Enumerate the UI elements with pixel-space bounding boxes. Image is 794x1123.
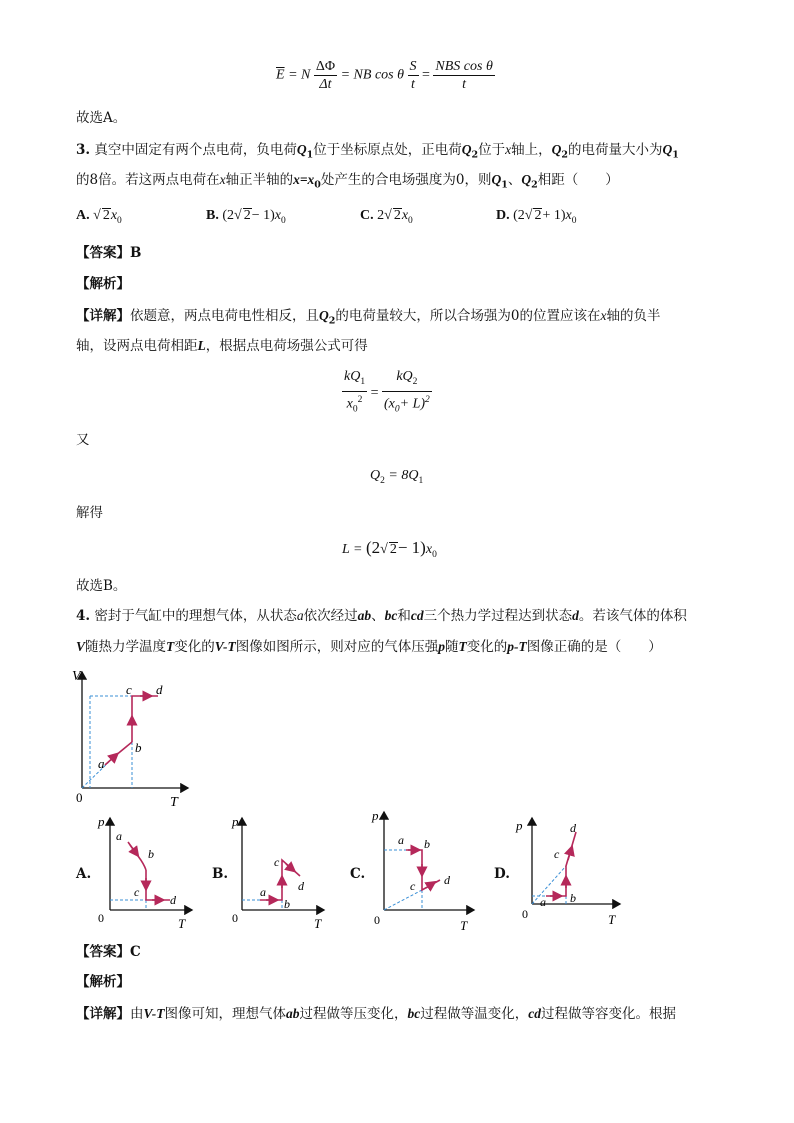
point-label: d: [570, 821, 576, 835]
q3-you: 又: [76, 432, 90, 448]
formula-part: = NB cos θ: [340, 67, 404, 83]
sqrt-icon: √: [234, 208, 242, 223]
axis-label: T: [178, 916, 186, 931]
var: x: [110, 208, 118, 223]
option-label: D.: [496, 208, 510, 223]
q3-option-a[interactable]: [76, 206, 122, 231]
text: 过程做等温变化，: [420, 1006, 529, 1022]
sqrt-icon: √: [524, 208, 533, 223]
frac-num: ΔΦ: [315, 59, 336, 74]
point-label: c: [126, 682, 132, 697]
var: d: [572, 608, 579, 623]
var: x: [274, 208, 281, 223]
q3-number: 3.: [76, 142, 91, 158]
text: 轴的负半: [606, 308, 661, 324]
var: Q: [551, 142, 562, 157]
axis-label: T: [608, 912, 616, 927]
radicand: 2: [102, 208, 110, 223]
q3-formula-result: [342, 538, 437, 560]
axis-label: V: [72, 669, 81, 684]
var: T: [166, 639, 175, 654]
var: ab: [286, 1006, 300, 1021]
q4-analysis-tag: 【解析】: [76, 974, 130, 990]
top-formula: [276, 58, 495, 93]
fraction: [433, 58, 494, 93]
q3-option-b[interactable]: [206, 206, 286, 231]
point-label: d: [156, 682, 163, 697]
formula-part: = N: [288, 67, 311, 83]
frac-den: Δt: [319, 77, 332, 92]
axis-label: p: [232, 814, 239, 829]
q4-option-c-label[interactable]: C.: [350, 866, 366, 882]
var: ab: [357, 608, 372, 623]
origin-label: 0: [522, 907, 528, 921]
var: x=x: [293, 172, 315, 187]
text: 依次经过: [303, 608, 358, 624]
frac-den: [382, 392, 432, 418]
q3-jiede: 解得: [76, 505, 103, 521]
text: + 1): [542, 208, 566, 223]
sup: 2: [357, 394, 363, 405]
axis-label: T: [314, 916, 322, 931]
sub: 1: [418, 475, 424, 486]
var: bc: [407, 1006, 421, 1021]
origin-label: 0: [232, 911, 238, 925]
q3-choose: 故选B。: [76, 578, 127, 594]
var: x: [505, 142, 512, 157]
text: 过程做等压变化，: [299, 1006, 408, 1022]
point-label: b: [135, 740, 142, 755]
text: 轴上，: [511, 142, 552, 158]
frac-num: [342, 368, 367, 392]
var: V-T: [143, 1006, 165, 1021]
fraction: [382, 368, 432, 418]
detail-tag: 【详解】: [76, 1006, 130, 1022]
point-label: a: [260, 885, 266, 899]
var: T: [458, 639, 467, 654]
arrow: [130, 845, 136, 853]
var: cd: [410, 608, 424, 623]
point-label: c: [554, 847, 560, 861]
sub: 2: [471, 149, 479, 161]
option-label: A.: [76, 208, 90, 223]
q4-stem-line2: [76, 637, 662, 657]
text: 的8倍。若这两点电荷在: [76, 172, 220, 188]
var: x: [600, 308, 607, 323]
text: 轴，设两点电荷相距: [76, 338, 198, 354]
sub: 2: [380, 475, 385, 486]
point-label: c: [134, 885, 140, 899]
text: 变化的: [466, 639, 508, 655]
var: (x: [383, 396, 395, 412]
text: − 1): [397, 538, 426, 557]
radicand: 2: [389, 542, 397, 557]
vt-graph: [60, 664, 200, 814]
frac-den: t: [462, 77, 467, 92]
text: 的电荷量大小为: [568, 142, 663, 158]
text: ，根据点电荷场强公式可得: [205, 338, 368, 354]
text: 的电荷量较大，所以合场强为0的位置应该在: [335, 308, 601, 324]
sub: 1: [501, 179, 508, 191]
option-label: C.: [360, 208, 374, 223]
text: 三个热力学过程达到状态: [423, 608, 573, 624]
frac-den: t: [411, 77, 415, 92]
text: (2: [365, 538, 381, 557]
sub: 0: [314, 179, 321, 191]
sqrt-icon: √: [384, 208, 392, 223]
sub: 0: [117, 215, 122, 226]
frac-den: [342, 392, 367, 418]
var: p-T: [507, 639, 527, 654]
point-label: d: [298, 879, 304, 893]
point-label: a: [116, 829, 122, 843]
q4-option-b-graph[interactable]: [226, 812, 336, 934]
option-label: B.: [206, 208, 219, 223]
q3-detail-line2: [76, 336, 368, 356]
sub: 0: [280, 215, 286, 226]
radicand: 2: [243, 208, 251, 223]
point-label: c: [274, 855, 280, 869]
text: 轴正半轴的: [225, 172, 294, 188]
frac-num: S: [409, 59, 417, 74]
q3-option-d[interactable]: [496, 206, 577, 231]
dashed-line: [532, 866, 566, 904]
var: Q: [491, 172, 502, 187]
q3-detail-line1: [76, 306, 660, 332]
origin-label: 0: [374, 913, 380, 927]
fraction: [408, 58, 419, 93]
text: 变化的: [174, 639, 215, 655]
var: L: [197, 338, 206, 353]
sub: 0: [571, 215, 577, 226]
sub: 0: [394, 404, 400, 415]
curve-bcd: [132, 696, 158, 742]
sub: 1: [672, 149, 679, 161]
frac-num: NBS cos θ: [435, 59, 493, 74]
text: 真空中固定有两个点电荷，负电荷: [94, 142, 297, 158]
sub: 2: [412, 376, 418, 387]
point-label: a: [98, 756, 105, 771]
frac-num: [382, 368, 432, 392]
var: Q: [521, 172, 532, 187]
var: Q: [296, 142, 307, 157]
var: x: [425, 542, 433, 557]
q3-option-c[interactable]: [360, 206, 413, 231]
point-label: b: [148, 847, 154, 861]
var: Q: [662, 142, 673, 157]
q4-stem-line1: [76, 606, 687, 626]
origin-label: 0: [98, 911, 104, 925]
text: 过程做等容变化。根据: [541, 1006, 677, 1022]
var: = 8Q: [388, 468, 419, 483]
q4-option-d-graph[interactable]: [510, 812, 628, 934]
sup: 2: [425, 394, 430, 405]
text: 图像正确的是（ ）: [526, 639, 662, 655]
axis-label: T: [170, 795, 178, 810]
text: 、: [507, 172, 522, 188]
sqrt-icon: √: [93, 208, 101, 223]
point-label: d: [444, 873, 450, 887]
text: 由: [130, 1006, 144, 1022]
var: V-T: [214, 639, 236, 654]
q3-answer: [76, 243, 141, 263]
axis-label: p: [516, 818, 523, 833]
curve-abcd: [260, 860, 300, 900]
point-label: c: [410, 879, 416, 893]
axis-label: T: [460, 918, 468, 933]
point-label: a: [398, 833, 404, 847]
dashed-line: [384, 890, 422, 910]
var: Q: [319, 308, 329, 323]
q4-option-c-graph[interactable]: [366, 806, 484, 934]
text: − 1): [251, 208, 275, 223]
var: + L): [399, 396, 426, 412]
sub: 2: [561, 149, 569, 161]
q3-stem-line2: [76, 170, 619, 196]
axis-label: p: [98, 814, 105, 829]
radicand: 2: [534, 208, 542, 223]
q4-option-d-label[interactable]: D.: [494, 866, 510, 882]
text: (2: [222, 208, 235, 223]
text: 密封于气缸中的理想气体，从状态: [94, 608, 297, 624]
answer-value: C: [130, 944, 141, 960]
fraction: [314, 58, 337, 93]
var: x: [219, 172, 226, 187]
var: Q: [370, 468, 381, 483]
q4-option-a-graph[interactable]: [92, 812, 202, 934]
point-label: d: [170, 893, 176, 907]
var: x: [346, 396, 353, 412]
point-label: b: [424, 837, 430, 851]
var: a: [296, 608, 304, 623]
text: 和: [397, 608, 411, 624]
point-label: b: [284, 897, 290, 911]
sqrt-icon: √: [380, 542, 388, 557]
text: 。若该气体的体积: [578, 608, 687, 624]
var: x: [401, 208, 409, 223]
curve-ab: [115, 742, 132, 756]
axis-label: p: [372, 808, 379, 823]
q3-formula-field: [342, 368, 432, 418]
text: 图像如图所示，则对应的气体压强: [235, 639, 439, 655]
sub: 0: [432, 549, 437, 560]
prev-answer-line: 故选A。: [76, 110, 127, 126]
text: 随热力学温度: [85, 639, 167, 655]
curve-bcd: [146, 870, 170, 900]
sub: 2: [328, 315, 336, 327]
text: 相距（ ）: [537, 172, 619, 188]
point-label: b: [570, 891, 576, 905]
answer-tag: 【答案】: [76, 245, 130, 261]
answer-value: B: [130, 245, 142, 261]
var: cd: [528, 1006, 542, 1021]
sub: 0: [352, 404, 358, 415]
arrow: [426, 884, 432, 888]
origin-label: 0: [76, 790, 83, 805]
detail-tag: 【详解】: [76, 308, 130, 324]
text: (2: [513, 208, 525, 223]
sub: 1: [360, 376, 366, 387]
q4-detail-line: [76, 1004, 676, 1024]
text: 依题意，两点电荷电性相反，且: [130, 308, 319, 324]
text: 位于坐标原点处，正电荷: [313, 142, 462, 158]
var: kQ: [344, 369, 361, 384]
q3-analysis-tag: 【解析】: [76, 276, 130, 292]
answer-tag: 【答案】: [76, 944, 130, 960]
radicand: 2: [393, 208, 401, 223]
var: x: [565, 208, 572, 223]
arrow-ab: [105, 756, 115, 765]
q4-option-a-label[interactable]: A.: [76, 866, 92, 882]
q4-number: 4.: [76, 608, 91, 624]
var: kQ: [396, 369, 413, 384]
var: p: [438, 639, 446, 654]
var: bc: [384, 608, 398, 623]
q3-stem-line1: [76, 140, 679, 166]
text: 处产生的合电场强度为0，则: [320, 172, 492, 188]
arrow: [286, 864, 292, 869]
text: 2: [377, 208, 385, 223]
formula-part: =: [422, 67, 430, 83]
fraction: [342, 368, 367, 418]
text: 随: [445, 639, 459, 655]
text: 、: [371, 608, 385, 624]
var: Q: [461, 142, 472, 157]
q4-answer: [76, 942, 141, 962]
sub: 2: [531, 179, 538, 191]
q4-option-b-label[interactable]: B.: [212, 866, 229, 882]
point-label: a: [540, 895, 546, 909]
var: L =: [342, 542, 363, 557]
curve-abcd: [546, 832, 576, 896]
sub: 0: [408, 215, 413, 226]
formula-emf-mean: $\overline{E}$: [276, 67, 285, 83]
var: V: [76, 639, 86, 654]
q3-formula-charge: [370, 468, 423, 486]
equals-sign: =: [370, 385, 379, 401]
text: 图像可知，理想气体: [164, 1006, 287, 1022]
text: 位于: [478, 142, 506, 158]
sub: 1: [306, 149, 314, 161]
